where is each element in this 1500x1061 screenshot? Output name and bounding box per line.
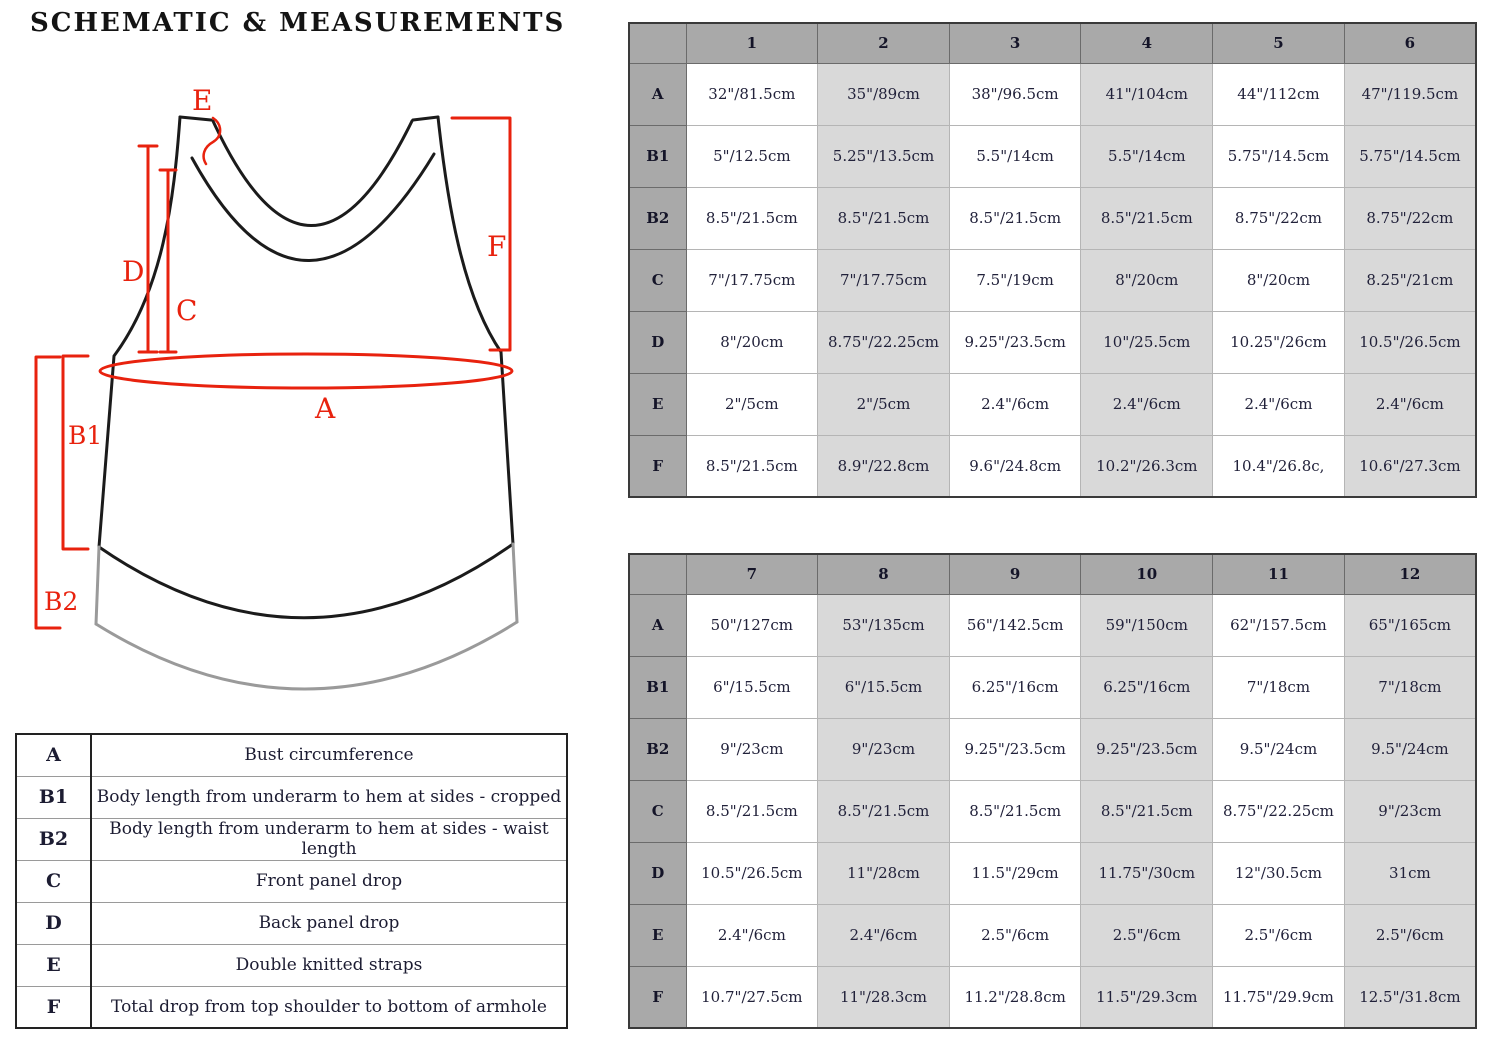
measurement-cell: 11.5"/29.3cm (1081, 966, 1213, 1028)
measurement-cell: 10.4"/26.8c, (1213, 435, 1345, 497)
row-label: D (629, 842, 686, 904)
legend-key: D (16, 902, 91, 944)
measurement-row (629, 125, 1476, 187)
legend-row (16, 818, 567, 860)
measurement-cell: 10.6"/27.3cm (1344, 435, 1476, 497)
measurement-cell: 6"/15.5cm (686, 656, 818, 718)
legend-description: Body length from underarm to hem at sides - waist length (91, 818, 567, 860)
measurement-cell: 32"/81.5cm (686, 63, 818, 125)
measure-line-C (160, 170, 176, 352)
row-label: C (629, 780, 686, 842)
measurement-row (629, 966, 1476, 1028)
strap-curl-E (204, 118, 221, 164)
row-label: B2 (629, 187, 686, 249)
row-label: E (629, 373, 686, 435)
measurement-cell: 56"/142.5cm (949, 594, 1081, 656)
measurement-cell: 7.5"/19cm (949, 249, 1081, 311)
corner-cell (629, 23, 686, 63)
legend-key: B2 (16, 818, 91, 860)
row-label: F (629, 966, 686, 1028)
measurement-cell: 9.25"/23.5cm (949, 311, 1081, 373)
measurement-cell: 2.5"/6cm (1213, 904, 1345, 966)
legend-row (16, 986, 567, 1028)
measurement-cell: 8.5"/21.5cm (686, 780, 818, 842)
measurement-cell: 2"/5cm (686, 373, 818, 435)
measurement-cell: 2.4"/6cm (818, 904, 950, 966)
legend-row (16, 860, 567, 902)
row-label: E (629, 904, 686, 966)
size-table-7-12 (628, 553, 1477, 1029)
measurement-row (629, 594, 1476, 656)
legend-row (16, 734, 567, 776)
legend-description: Bust circumference (91, 734, 567, 776)
measurement-row (629, 311, 1476, 373)
legend-key: F (16, 986, 91, 1028)
measurement-cell: 7"/17.75cm (818, 249, 950, 311)
measurement-cell: 5.75"/14.5cm (1344, 125, 1476, 187)
measurement-cell: 8"/20cm (1213, 249, 1345, 311)
measurement-cell: 11"/28cm (818, 842, 950, 904)
measurement-cell: 10.7"/27.5cm (686, 966, 818, 1028)
measurement-cell: 8.75"/22.25cm (818, 311, 950, 373)
measurement-cell: 5.25"/13.5cm (818, 125, 950, 187)
legend-row (16, 902, 567, 944)
measurement-row (629, 249, 1476, 311)
label-A: A (315, 392, 336, 425)
measurement-cell: 8.75"/22cm (1344, 187, 1476, 249)
measurement-cell: 53"/135cm (818, 594, 950, 656)
measurement-cell: 10.5"/26.5cm (1344, 311, 1476, 373)
size-column-header: 6 (1344, 23, 1476, 63)
legend-row (16, 776, 567, 818)
row-label: F (629, 435, 686, 497)
legend-key: C (16, 860, 91, 902)
measurement-cell: 31cm (1344, 842, 1476, 904)
legend-key: A (16, 734, 91, 776)
measurement-cell: 6.25"/16cm (1081, 656, 1213, 718)
measurement-cell: 5.75"/14.5cm (1213, 125, 1345, 187)
size-column-header: 1 (686, 23, 818, 63)
measurement-cell: 50"/127cm (686, 594, 818, 656)
size-column-header: 3 (949, 23, 1081, 63)
row-label: A (629, 594, 686, 656)
size-column-header: 12 (1344, 554, 1476, 594)
measurement-cell: 10.5"/26.5cm (686, 842, 818, 904)
label-C: C (176, 294, 198, 327)
measurement-cell: 8.5"/21.5cm (686, 435, 818, 497)
measurement-cell: 44"/112cm (1213, 63, 1345, 125)
measurement-row (629, 656, 1476, 718)
row-label: B1 (629, 656, 686, 718)
measurement-cell: 8.5"/21.5cm (818, 780, 950, 842)
measurement-cell: 10.2"/26.3cm (1081, 435, 1213, 497)
waist-hem-curve (96, 622, 517, 689)
right-strap-top (413, 117, 438, 120)
corner-cell (629, 554, 686, 594)
measurement-cell: 65"/165cm (1344, 594, 1476, 656)
row-label: A (629, 63, 686, 125)
measurement-cell: 41"/104cm (1081, 63, 1213, 125)
size-column-header: 11 (1213, 554, 1345, 594)
bust-line-A (100, 354, 512, 388)
garment-schematic (0, 0, 600, 720)
measurement-cell: 2.4"/6cm (949, 373, 1081, 435)
size-column-header: 5 (1213, 23, 1345, 63)
measure-line-B1 (63, 356, 88, 549)
measurement-cell: 9"/23cm (1344, 780, 1476, 842)
measurement-cell: 8.5"/21.5cm (1081, 187, 1213, 249)
measurement-cell: 8.5"/21.5cm (949, 187, 1081, 249)
size-column-header: 4 (1081, 23, 1213, 63)
measurement-cell: 6.25"/16cm (949, 656, 1081, 718)
row-label: D (629, 311, 686, 373)
measurement-cell: 6"/15.5cm (818, 656, 950, 718)
measurement-cell: 11.75"/29.9cm (1213, 966, 1345, 1028)
measurement-cell: 10"/25.5cm (1081, 311, 1213, 373)
measurement-row (629, 435, 1476, 497)
extension-right-side (513, 544, 517, 622)
measurement-cell: 47"/119.5cm (1344, 63, 1476, 125)
measurement-cell: 11.75"/30cm (1081, 842, 1213, 904)
legend-description: Total drop from top shoulder to bottom of armhole (111, 996, 547, 1017)
measurement-row (629, 780, 1476, 842)
measurement-cell: 2.4"/6cm (1213, 373, 1345, 435)
legend-key: B1 (16, 776, 91, 818)
left-strap-top (180, 117, 211, 120)
measurement-cell: 9.25"/23.5cm (949, 718, 1081, 780)
neckline-lower-curve (192, 154, 434, 261)
row-label: B2 (629, 718, 686, 780)
measurement-cell: 7"/17.75cm (686, 249, 818, 311)
right-side-outline (438, 117, 513, 544)
measurement-legend (15, 733, 568, 1029)
measurement-row (629, 63, 1476, 125)
measurement-cell: 7"/18cm (1344, 656, 1476, 718)
tank-top-outline (99, 117, 513, 618)
measurement-cell: 7"/18cm (1213, 656, 1345, 718)
measurement-cell: 12.5"/31.8cm (1344, 966, 1476, 1028)
measurement-cell: 2.5"/6cm (949, 904, 1081, 966)
size-column-header: 10 (1081, 554, 1213, 594)
measurement-cell: 8.25"/21cm (1344, 249, 1476, 311)
size-column-header: 8 (818, 554, 950, 594)
page-title: SCHEMATIC & MEASUREMENTS (30, 8, 566, 38)
size-column-header: 7 (686, 554, 818, 594)
measurement-cell: 9.6"/24.8cm (949, 435, 1081, 497)
measurement-row (629, 373, 1476, 435)
measurement-row (629, 718, 1476, 780)
measurement-cell: 8.5"/21.5cm (686, 187, 818, 249)
measurement-cell: 8"/20cm (1081, 249, 1213, 311)
measurement-cell: 2.5"/6cm (1081, 904, 1213, 966)
legend-description: Front panel drop (91, 860, 567, 902)
size-header-row (629, 554, 1476, 594)
measurement-cell: 8.75"/22cm (1213, 187, 1345, 249)
measurement-cell: 2"/5cm (818, 373, 950, 435)
measurement-cell: 10.25"/26cm (1213, 311, 1345, 373)
measurement-cell: 2.4"/6cm (1344, 373, 1476, 435)
measurement-cell: 5.5"/14cm (1081, 125, 1213, 187)
measurement-row (629, 904, 1476, 966)
measurement-cell: 2.4"/6cm (1081, 373, 1213, 435)
measurement-cell: 62"/157.5cm (1213, 594, 1345, 656)
size-header-row (629, 23, 1476, 63)
measurement-cell: 5"/12.5cm (686, 125, 818, 187)
cropped-hem-curve (99, 544, 513, 618)
measurement-cell: 8.5"/21.5cm (818, 187, 950, 249)
measurement-cell: 12"/30.5cm (1213, 842, 1345, 904)
size-table-1-6 (628, 22, 1477, 498)
label-E: E (192, 84, 213, 117)
measurement-cell: 5.5"/14cm (949, 125, 1081, 187)
measurement-cell: 8.9"/22.8cm (818, 435, 950, 497)
measurement-cell: 8.5"/21.5cm (1081, 780, 1213, 842)
measurement-cell: 11"/28.3cm (818, 966, 950, 1028)
measurement-cell: 11.2"/28.8cm (949, 966, 1081, 1028)
measurement-cell: 9"/23cm (818, 718, 950, 780)
measurement-cell: 35"/89cm (818, 63, 950, 125)
extension-left-side (96, 547, 99, 624)
measurement-cell: 8"/20cm (686, 311, 818, 373)
measurement-cell: 38"/96.5cm (949, 63, 1081, 125)
row-label: B1 (629, 125, 686, 187)
measurement-cell: 9.25"/23.5cm (1081, 718, 1213, 780)
label-B1: B1 (68, 421, 103, 450)
size-column-header: 2 (818, 23, 950, 63)
measurement-cell: 59"/150cm (1081, 594, 1213, 656)
measure-line-D (139, 146, 157, 352)
measurement-cell: 8.75"/22.25cm (1213, 780, 1345, 842)
legend-description: Back panel drop (91, 902, 567, 944)
measurement-row (629, 842, 1476, 904)
legend-description: Body length from underarm to hem at sides - cropped (91, 776, 567, 818)
size-column-header: 9 (949, 554, 1081, 594)
measurement-cell: 11.5"/29cm (949, 842, 1081, 904)
measurement-cell: 2.5"/6cm (1344, 904, 1476, 966)
measurement-cell: 2.4"/6cm (686, 904, 818, 966)
measurement-cell: 9.5"/24cm (1344, 718, 1476, 780)
measurement-row (629, 187, 1476, 249)
label-F: F (487, 230, 507, 263)
neckline-upper-curve (213, 121, 412, 226)
legend-description: Double knitted straps (91, 944, 567, 986)
measurement-cell: 8.5"/21.5cm (949, 780, 1081, 842)
measurement-cell: 9"/23cm (686, 718, 818, 780)
legend-key: E (16, 944, 91, 986)
legend-row (16, 944, 567, 986)
measurement-cell: 9.5"/24cm (1213, 718, 1345, 780)
row-label: C (629, 249, 686, 311)
label-D: D (122, 255, 145, 288)
label-B2: B2 (44, 587, 79, 616)
